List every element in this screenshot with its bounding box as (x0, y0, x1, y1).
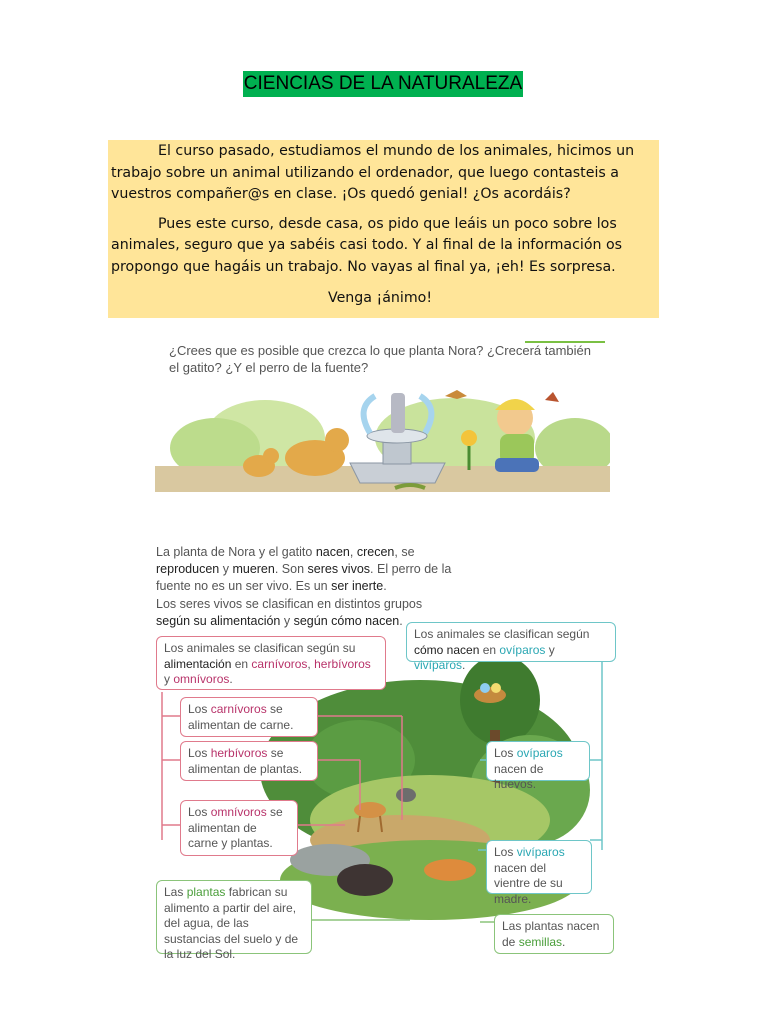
box-oviparous: Los ovíparos nacen de huevos. (486, 741, 590, 781)
box-classification-by-food: Los animales se clasifican según su alimentación en carnívoros, herbívoros y omnívoros. (156, 636, 386, 690)
text-living-beings: La planta de Nora y el gatito nacen, crecen, se reproducen y mueren. Son seres vivos. El perro de la fuente no es un ser vivo. Es un ser inerte. (156, 545, 452, 593)
intro-box (108, 140, 659, 318)
illustration-living-beings (150, 540, 620, 960)
box-viviparous: Los vivíparos nacen del vientre de su madre. (486, 840, 592, 894)
box-omnivores: Los omnívoros se alimentan de carne y plantas. (180, 800, 298, 856)
box-plants-food: Las plantas fabrican su alimento a partir del aire, del agua, de las sustancias del suelo y de la luz del Sol. (156, 880, 312, 954)
box-carnivores: Los carnívoros se alimentan de carne. (180, 697, 318, 737)
text-classification: Los seres vivos se clasifican en distintos grupos según su alimentación y según cómo nacen. (156, 597, 423, 628)
intro-paragraph-3: Venga ¡ánimo! (327, 290, 433, 306)
page-title: CIENCIAS DE LA NATURALEZA (243, 71, 523, 97)
intro-paragraph-1: El curso pasado, estudiamos el mundo de los animales, hicimos un trabajo sobre un animal utilizando el ordenador, que luego contasteis a vuestros compañer@s en clase. ¡Os quedó genial! ¿Os acordáis? (111, 143, 635, 202)
illustration-question: ¿Crees que es posible que crezca lo que planta Nora? ¿Crecerá también el gatito? ¿Y el perro de la fuente? (169, 343, 592, 375)
illustration-nora-planting (155, 338, 610, 498)
box-herbivores: Los herbívoros se alimentan de plantas. (180, 741, 318, 781)
box-plants-seeds: Las plantas nacen de semillas. (494, 914, 614, 954)
intro-paragraph-2: Pues este curso, desde casa, os pido que leáis un poco sobre los animales, seguro que ya sabéis casi todo. Y al final de la información os propongo que hagáis un trabajo. No vayas al final ya, ¡eh! Es sorpresa. (111, 215, 623, 275)
box-classification-by-birth: Los animales se clasifican según cómo nacen en ovíparos y vivíparos. (406, 622, 616, 662)
